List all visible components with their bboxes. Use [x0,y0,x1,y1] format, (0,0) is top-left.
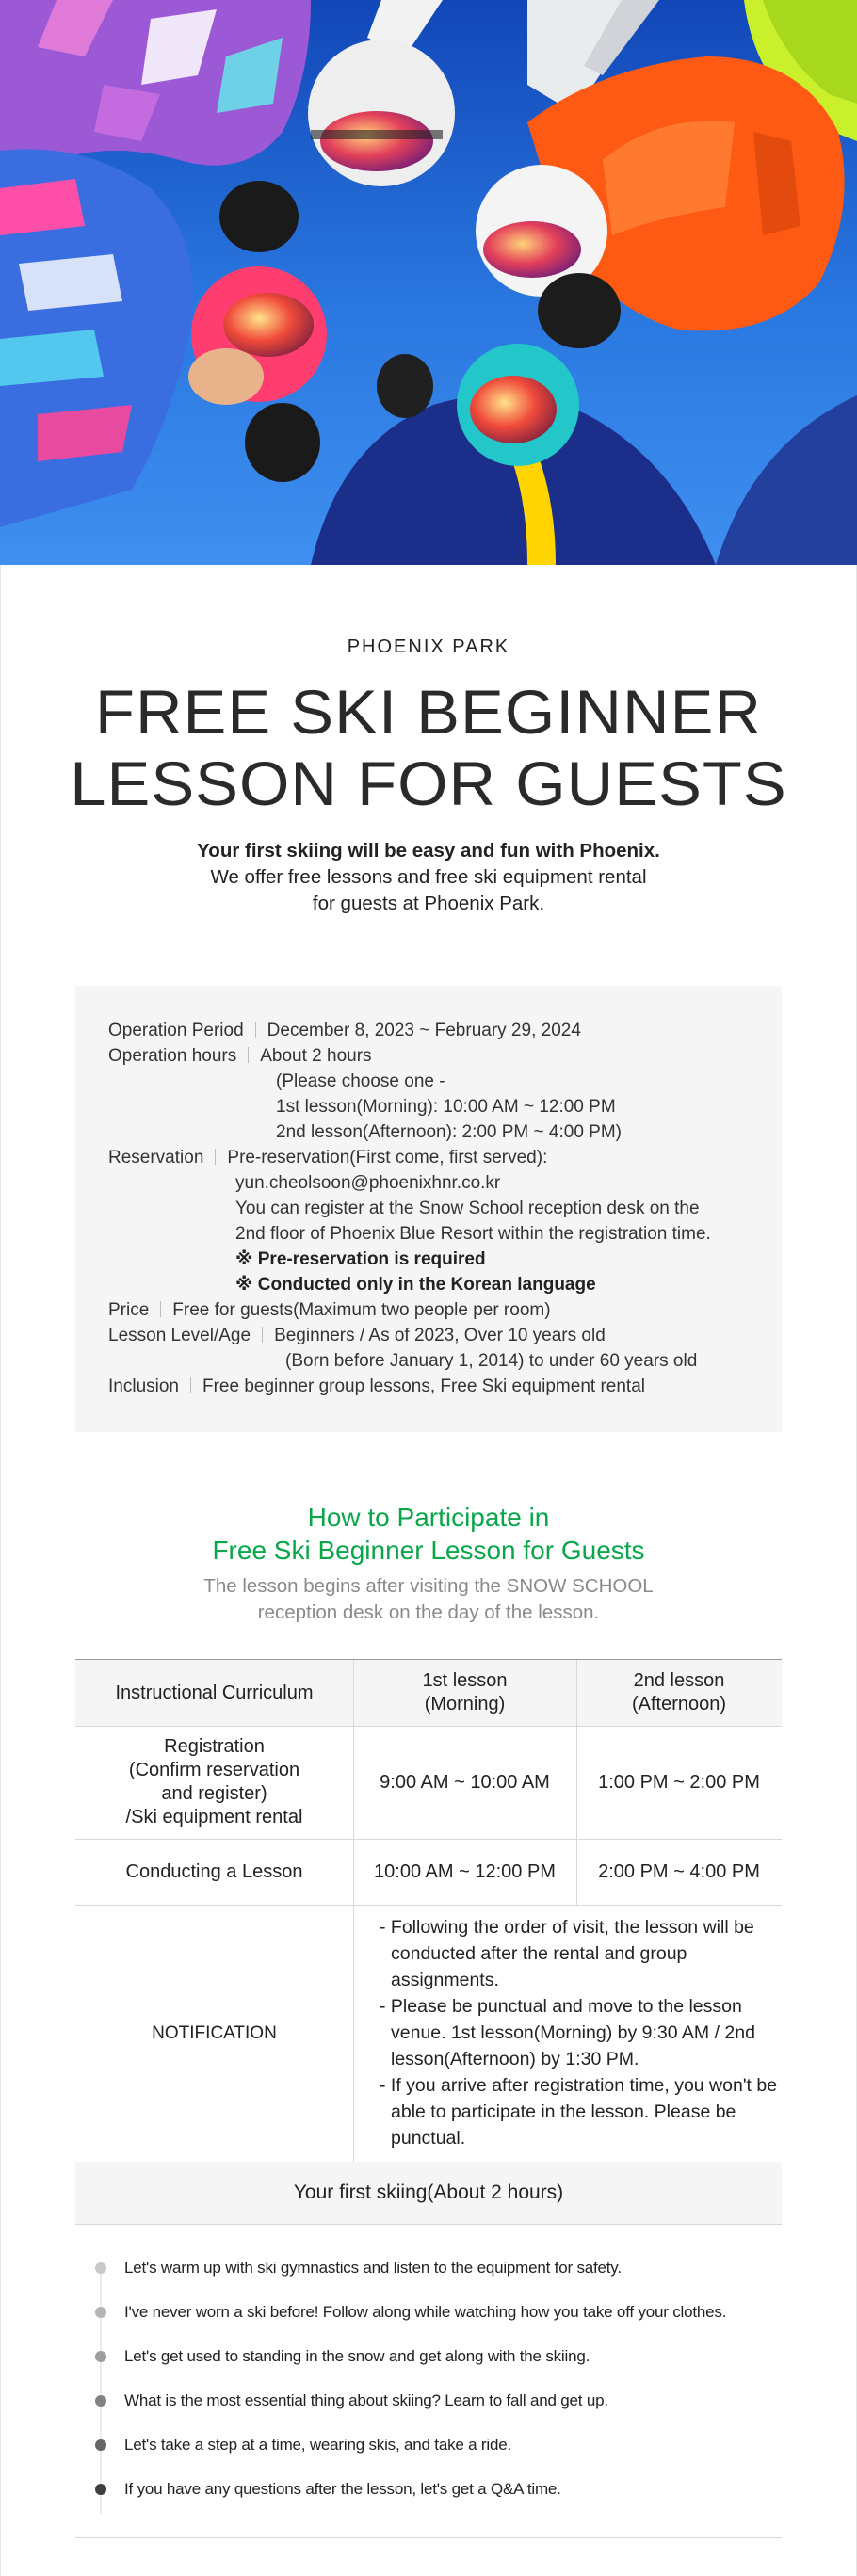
schedule-table [75,1659,782,2224]
step-item [75,2475,782,2504]
notification-item: - Please be punctual and move to the lesson venue. 1st lesson(Morning) by 9:30 AM / 2nd lesson(Afternoon) by 1:30 PM. [380,1996,755,2069]
step-text: If you have any questions after the lesson, let's get a Q&A time. [124,2480,561,2498]
reservation-desc-1: You can register at the Snow School reception desk on the [235,1199,700,1218]
info-operation-hours [108,1043,372,1069]
info-reservation [108,1145,547,1170]
divider [190,1377,191,1393]
row-registration-second: 1:00 PM ~ 2:00 PM [598,1771,760,1793]
header-curriculum: Instructional Curriculum [115,1682,314,1703]
divider [160,1301,161,1317]
reservation-email[interactable]: yun.cheolsoon@phoenixhnr.co.kr [235,1173,501,1193]
info-value: December 8, 2023 ~ February 29, 2024 [267,1021,581,1040]
subtitle-lead: Your first skiing will be easy and fun with Phoenix. [197,840,660,861]
info-inclusion [108,1374,645,1399]
subtitle [0,838,857,917]
bottom-divider [75,2537,782,2538]
header-first-lesson: 1st lesson (Morning) [422,1670,508,1715]
step-item [75,2343,782,2371]
info-label: Price [108,1300,150,1320]
step-text: What is the most essential thing about skiing? Learn to fall and get up. [124,2391,608,2409]
how-to-subtitle [0,1573,857,1626]
table-column-divider [576,1660,577,1905]
hero-photo [0,0,857,565]
info-operation-period [108,1018,581,1043]
step-text: Let's get used to standing in the snow and get along with the skiing. [124,2347,590,2365]
info-value: Pre-reservation(First come, first served): [227,1148,548,1167]
info-value: About 2 hours [260,1046,372,1066]
row-lesson-second: 2:00 PM ~ 4:00 PM [598,1860,760,1882]
row-registration-first: 9:00 AM ~ 10:00 AM [380,1771,550,1793]
step-dot [95,2307,106,2318]
title-line-2: LESSON FOR GUESTS [70,749,787,818]
notification-list [372,1914,782,2151]
divider [215,1149,216,1165]
info-value: Free beginner group lessons, Free Ski equipment rental [202,1377,645,1396]
how-to-subtitle-line-2: reception desk on the day of the lesson. [257,1602,600,1623]
info-level [108,1323,606,1348]
info-value: Free for guests(Maximum two people per room) [172,1300,551,1320]
row-lesson-first: 10:00 AM ~ 12:00 PM [374,1860,556,1882]
step-text: I've never worn a ski before! Follow along while watching how you take off your clothes. [124,2303,727,2321]
info-label: Inclusion [108,1377,179,1396]
reservation-note-1: ※ Pre-reservation is required [235,1249,486,1269]
info-box [75,986,782,1432]
info-price [108,1297,551,1323]
step-dot [95,2395,106,2407]
brand-name: PHOENIX PARK [347,636,510,657]
info-value: Beginners / As of 2023, Over 10 years old [274,1326,606,1345]
table-footer: Your first skiing(About 2 hours) [75,2162,782,2225]
step-text: Let's warm up with ski gymnastics and listen to the equipment for safety. [124,2259,622,2277]
how-to-title-line-2: Free Ski Beginner Lesson for Guests [212,1536,645,1565]
step-dot [95,2484,106,2495]
notification-item: - Following the order of visit, the lesson will be conducted after the rental and group assignments. [380,1917,754,1990]
step-dot [95,2262,106,2274]
step-dot [95,2351,106,2362]
header-second-lesson: 2nd lesson (Afternoon) [631,1670,727,1715]
how-to-title [0,1501,857,1567]
info-label: Reservation [108,1148,204,1167]
how-to-subtitle-line-1: The lesson begins after visiting the SNOW SCHOOL [203,1575,654,1597]
notification-label: NOTIFICATION [152,2023,277,2043]
step-item [75,2254,782,2282]
hours-afternoon: 2nd lesson(Afternoon): 2:00 PM ~ 4:00 PM) [276,1122,623,1142]
step-dot [95,2439,106,2451]
title-line-1: FREE SKI BEGINNER [94,677,763,747]
step-item [75,2431,782,2459]
step-text: Let's take a step at a time, wearing skis, and take a ride. [124,2436,512,2454]
level-age-range: (Born before January 1, 2014) to under 60 years old [285,1351,698,1371]
reservation-note-2: ※ Conducted only in the Korean language [235,1275,596,1295]
step-item [75,2387,782,2415]
table-column-divider [353,1660,354,2162]
notification-item: - If you arrive after registration time, you won't be able to participate in the lesson. Please be punctual. [380,2075,778,2149]
hours-note: (Please choose one - [276,1071,445,1091]
subtitle-line-2: We offer free lessons and free ski equipment rental [210,866,647,888]
info-label: Lesson Level/Age [108,1326,251,1345]
info-label: Operation hours [108,1046,237,1066]
subtitle-line-3: for guests at Phoenix Park. [312,893,545,914]
reservation-desc-2: 2nd floor of Phoenix Blue Resort within the registration time. [235,1224,711,1244]
how-to-title-line-1: How to Participate in [307,1503,550,1532]
info-label: Operation Period [108,1021,244,1040]
divider [255,1022,256,1038]
step-item [75,2298,782,2326]
row-registration-label: Registration (Confirm reservation and register) /Ski equipment rental [125,1736,303,1827]
row-lesson-label: Conducting a Lesson [125,1860,303,1882]
page-title [0,676,857,819]
divider [248,1047,249,1063]
hours-morning: 1st lesson(Morning): 10:00 AM ~ 12:00 PM [276,1097,616,1117]
divider [262,1327,263,1343]
